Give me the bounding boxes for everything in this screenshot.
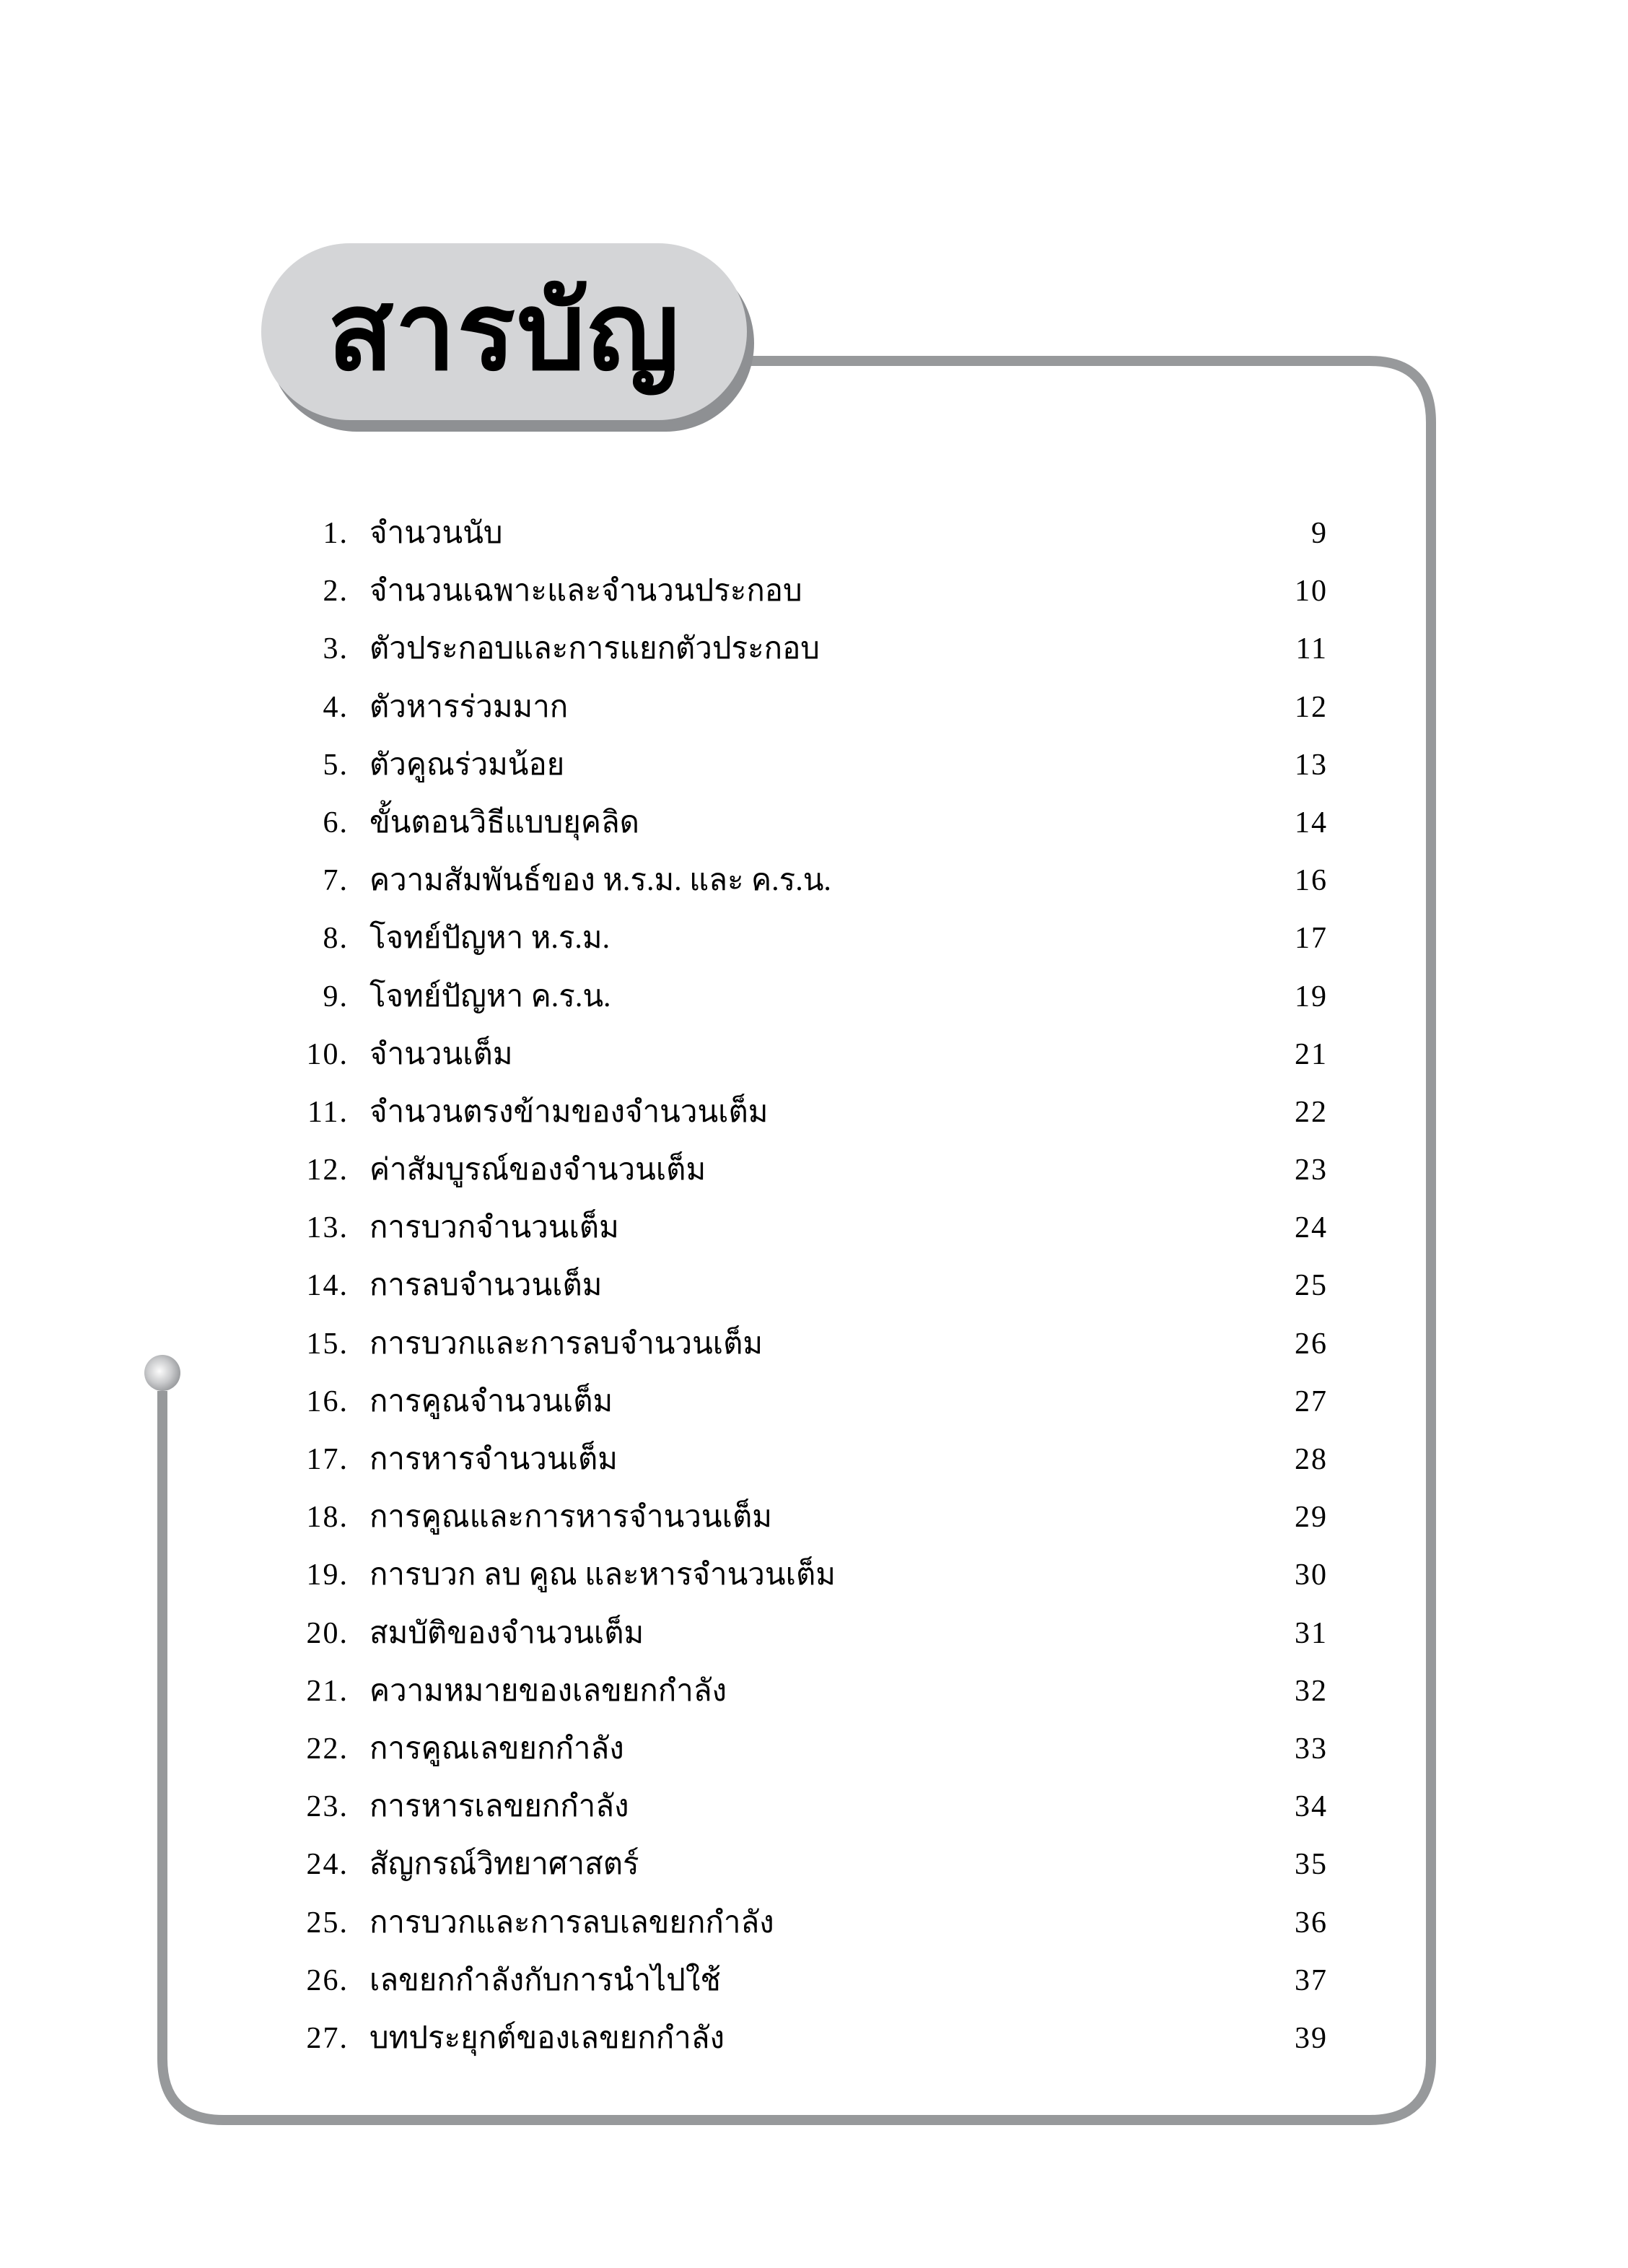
toc-item-number: 13.	[306, 1211, 349, 1245]
toc-item-label: การบวก ลบ คูณ และหารจำนวนเต็ม	[369, 1558, 836, 1592]
toc-item	[0, 1026, 1628, 1083]
toc-item-number: 9.	[323, 980, 349, 1013]
toc-item-number: 6.	[323, 806, 349, 839]
toc-item-label: จำนวนตรงข้ามของจำนวนเต็ม	[369, 1095, 769, 1129]
toc-item	[0, 736, 1628, 794]
toc-item	[0, 1662, 1628, 1720]
toc-item-number: 20.	[306, 1616, 349, 1650]
toc-item-page: 26	[1295, 1327, 1328, 1361]
title-bubble	[261, 243, 747, 420]
toc-item-label: การบวกและการลบจำนวนเต็ม	[369, 1327, 763, 1361]
toc-item-label: ความหมายของเลขยกกำลัง	[369, 1674, 727, 1708]
toc-item	[0, 1199, 1628, 1257]
toc-item-number: 24.	[306, 1848, 349, 1882]
toc-item-page: 32	[1295, 1674, 1328, 1708]
toc-item-label: จำนวนเฉพาะและจำนวนประกอบ	[369, 575, 802, 609]
toc-item-number: 11.	[307, 1095, 349, 1129]
toc-item	[0, 2010, 1628, 2067]
toc-item	[0, 1836, 1628, 1893]
toc-item-number: 27.	[306, 2021, 349, 2055]
toc-item	[0, 679, 1628, 736]
toc-item-page: 16	[1295, 864, 1328, 898]
toc-item-label: การลบจำนวนเต็ม	[369, 1269, 603, 1303]
toc-item-number: 4.	[323, 690, 349, 724]
toc-item-label: การบวกและการลบเลขยกกำลัง	[369, 1906, 774, 1940]
toc-item-label: การบวกจำนวนเต็ม	[369, 1211, 619, 1245]
toc-item	[0, 1720, 1628, 1778]
toc-item	[0, 910, 1628, 967]
toc-item-page: 28	[1295, 1443, 1328, 1476]
toc-item-page: 23	[1295, 1153, 1328, 1187]
toc-item	[0, 1605, 1628, 1662]
toc-item-page: 29	[1295, 1501, 1328, 1535]
page-title: สารบัญ	[327, 269, 681, 395]
toc-item-label: บทประยุกต์ของเลขยกกำลัง	[369, 2021, 725, 2055]
toc-item-page: 19	[1295, 980, 1328, 1013]
toc-item-number: 19.	[306, 1558, 349, 1592]
toc-item	[0, 1952, 1628, 2010]
toc-item-page: 9	[1311, 517, 1328, 550]
toc-item	[0, 1083, 1628, 1141]
toc-item-page: 27	[1295, 1384, 1328, 1418]
toc-item-label: สมบัติของจำนวนเต็ม	[369, 1616, 644, 1650]
toc-item-page: 10	[1295, 575, 1328, 609]
toc-item-page: 31	[1295, 1616, 1328, 1650]
toc-item-label: ตัวคูณร่วมน้อย	[369, 748, 565, 782]
toc-item-number: 1.	[323, 517, 349, 550]
toc-list	[0, 505, 1628, 2067]
toc-item-page: 39	[1295, 2021, 1328, 2055]
toc-item	[0, 1488, 1628, 1546]
toc-item-page: 24	[1295, 1211, 1328, 1245]
toc-item	[0, 1894, 1628, 1952]
toc-item-label: การคูณจำนวนเต็ม	[369, 1384, 613, 1418]
toc-item-page: 36	[1295, 1906, 1328, 1940]
toc-item-number: 5.	[323, 748, 349, 782]
toc-item	[0, 1315, 1628, 1373]
toc-item-number: 15.	[306, 1327, 349, 1361]
toc-item	[0, 968, 1628, 1026]
toc-item-label: ความสัมพันธ์ของ ห.ร.ม. และ ค.ร.น.	[369, 864, 831, 898]
toc-item	[0, 1431, 1628, 1488]
toc-item-number: 7.	[323, 864, 349, 898]
toc-item	[0, 1141, 1628, 1199]
toc-item-label: โจทย์ปัญหา ค.ร.น.	[369, 980, 611, 1013]
toc-item-page: 30	[1295, 1558, 1328, 1592]
toc-item-number: 3.	[323, 632, 349, 666]
toc-item-number: 16.	[306, 1384, 349, 1418]
toc-item-number: 12.	[306, 1153, 349, 1187]
toc-item-label: การหารจำนวนเต็ม	[369, 1443, 618, 1476]
toc-item-page: 12	[1295, 690, 1328, 724]
toc-item	[0, 1257, 1628, 1314]
toc-item	[0, 1778, 1628, 1836]
toc-item-number: 23.	[306, 1790, 349, 1824]
toc-item-page: 25	[1295, 1269, 1328, 1303]
toc-item-label: จำนวนเต็ม	[369, 1037, 513, 1071]
toc-item-number: 17.	[306, 1443, 349, 1476]
toc-item-label: โจทย์ปัญหา ห.ร.ม.	[369, 922, 610, 956]
toc-item	[0, 562, 1628, 620]
toc-item-page: 34	[1295, 1790, 1328, 1824]
toc-item-number: 8.	[323, 922, 349, 956]
toc-item-label: สัญกรณ์วิทยาศาสตร์	[369, 1848, 639, 1882]
toc-item-page: 22	[1295, 1095, 1328, 1129]
toc-item	[0, 1373, 1628, 1431]
toc-item-label: ตัวประกอบและการแยกตัวประกอบ	[369, 632, 820, 666]
toc-item-page: 21	[1295, 1037, 1328, 1071]
toc-item	[0, 505, 1628, 562]
toc-item-label: ค่าสัมบูรณ์ของจำนวนเต็ม	[369, 1153, 706, 1187]
toc-item-label: การคูณและการหารจำนวนเต็ม	[369, 1501, 772, 1535]
toc-item-page: 17	[1295, 922, 1328, 956]
toc-item-page: 13	[1295, 748, 1328, 782]
toc-item-number: 10.	[306, 1037, 349, 1071]
toc-item	[0, 620, 1628, 678]
toc-item-number: 21.	[306, 1674, 349, 1708]
toc-item	[0, 852, 1628, 910]
toc-item-number: 26.	[306, 1963, 349, 1997]
toc-item-label: การคูณเลขยกกำลัง	[369, 1732, 624, 1766]
toc-item-label: ตัวหารร่วมมาก	[369, 690, 569, 724]
toc-item-number: 18.	[306, 1501, 349, 1535]
toc-item-page: 33	[1295, 1732, 1328, 1766]
toc-item-page: 35	[1295, 1848, 1328, 1882]
toc-item	[0, 794, 1628, 852]
toc-item	[0, 1546, 1628, 1604]
toc-item-number: 22.	[306, 1732, 349, 1766]
toc-item-label: ขั้นตอนวิธีแบบยุคลิด	[369, 806, 639, 839]
toc-item-label: เลขยกกำลังกับการนำไปใช้	[369, 1963, 721, 1997]
toc-item-number: 14.	[306, 1269, 349, 1303]
toc-item-label: การหารเลขยกกำลัง	[369, 1790, 629, 1824]
toc-item-page: 11	[1295, 632, 1328, 666]
toc-item-number: 2.	[323, 575, 349, 609]
toc-item-page: 37	[1295, 1963, 1328, 1997]
toc-item-label: จำนวนนับ	[369, 517, 503, 550]
toc-item-number: 25.	[306, 1906, 349, 1940]
toc-item-page: 14	[1295, 806, 1328, 839]
